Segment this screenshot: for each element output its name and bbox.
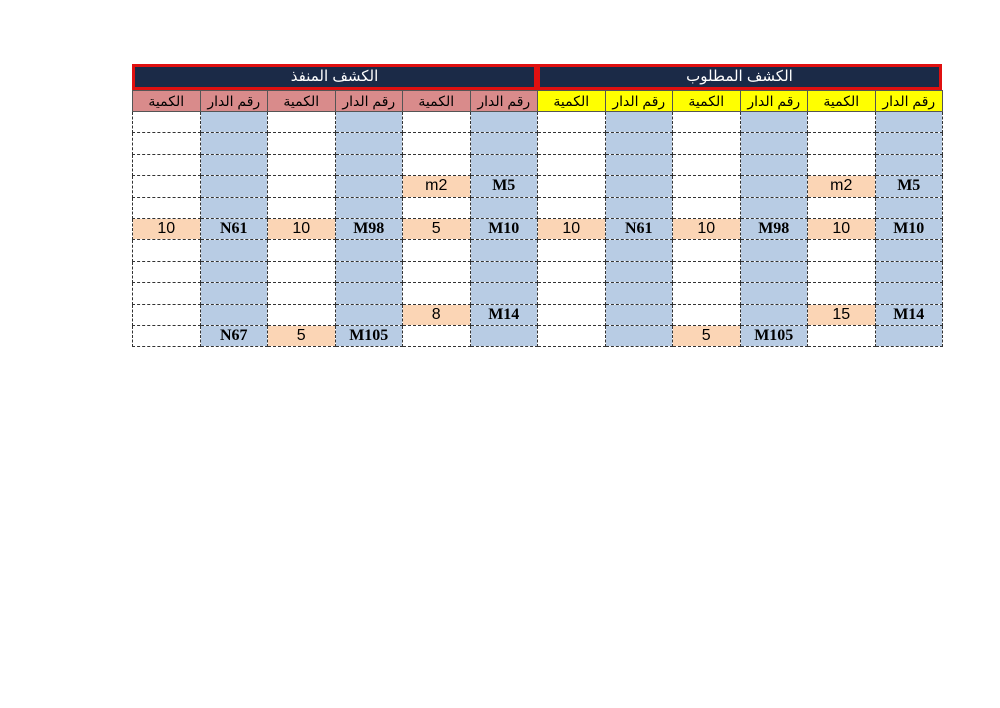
quantity-cell[interactable] [268,304,336,325]
quantity-cell[interactable]: 5 [268,325,336,346]
house-number-cell[interactable] [470,154,538,175]
quantity-cell[interactable] [673,176,741,197]
quantity-cell[interactable] [133,197,201,218]
house-number-cell[interactable] [200,197,268,218]
house-number-cell[interactable]: M5 [875,176,943,197]
quantity-cell[interactable] [268,283,336,304]
quantity-cell[interactable] [403,154,471,175]
house-number-cell[interactable] [740,261,808,282]
house-number-cell[interactable] [875,112,943,133]
house-number-cell[interactable] [335,154,403,175]
quantity-cell[interactable] [403,283,471,304]
quantity-cell[interactable]: m2 [403,176,471,197]
house-number-cell[interactable] [200,133,268,154]
quantity-cell[interactable]: 5 [673,325,741,346]
quantity-cell[interactable] [268,240,336,261]
house-number-cell[interactable] [200,304,268,325]
house-number-cell[interactable]: M10 [470,218,538,239]
house-number-cell[interactable] [470,112,538,133]
quantity-cell[interactable] [538,112,606,133]
quantity-cell[interactable]: m2 [808,176,876,197]
house-number-cell[interactable] [335,261,403,282]
quantity-cell[interactable]: 10 [538,218,606,239]
house-number-cell[interactable] [605,325,673,346]
quantity-cell[interactable]: 10 [133,218,201,239]
quantity-cell[interactable] [808,112,876,133]
header-row [133,91,943,112]
title-row [132,64,942,90]
table-row [133,261,943,282]
house-number-cell[interactable] [740,112,808,133]
quantity-cell[interactable] [808,133,876,154]
quantity-cell[interactable]: 8 [403,304,471,325]
house-number-cell[interactable] [335,112,403,133]
quantity-cell[interactable] [133,325,201,346]
house-number-cell[interactable] [605,197,673,218]
quantity-cell[interactable] [673,261,741,282]
house-number-cell[interactable] [740,133,808,154]
house-number-cell[interactable]: M98 [335,218,403,239]
quantity-cell[interactable] [268,133,336,154]
house-number-cell[interactable] [200,176,268,197]
house-number-cell[interactable] [200,261,268,282]
quantity-cell[interactable] [808,154,876,175]
house-number-cell[interactable] [605,240,673,261]
house-number-cell[interactable] [335,240,403,261]
house-number-cell[interactable] [875,240,943,261]
house-number-cell[interactable]: M14 [875,304,943,325]
quantity-cell[interactable]: 5 [403,218,471,239]
quantity-cell[interactable] [403,112,471,133]
house-number-cell[interactable] [605,112,673,133]
quantity-cell[interactable]: 10 [268,218,336,239]
house-number-cell[interactable] [200,112,268,133]
header-quantity: الكمية [673,91,741,112]
house-number-cell[interactable] [605,304,673,325]
quantity-cell[interactable] [403,240,471,261]
house-number-cell[interactable] [740,176,808,197]
house-number-cell[interactable] [740,304,808,325]
table-row [133,325,943,346]
header-quantity: الكمية [538,91,606,112]
quantity-cell[interactable] [808,240,876,261]
house-number-cell[interactable] [335,176,403,197]
quantity-cell[interactable] [133,283,201,304]
house-number-cell[interactable] [740,154,808,175]
table-row [133,218,943,239]
quantity-cell[interactable] [133,261,201,282]
table-row [133,176,943,197]
quantity-cell[interactable] [808,197,876,218]
quantity-cell[interactable] [673,133,741,154]
house-number-cell[interactable] [335,283,403,304]
quantity-cell[interactable] [808,325,876,346]
house-number-cell[interactable] [875,325,943,346]
house-number-cell[interactable]: M10 [875,218,943,239]
quantity-cell[interactable]: 10 [808,218,876,239]
quantity-cell[interactable] [673,304,741,325]
quantity-cell[interactable] [538,283,606,304]
house-number-cell[interactable] [740,283,808,304]
house-number-cell[interactable] [740,197,808,218]
quantity-cell[interactable] [403,325,471,346]
house-number-cell[interactable] [200,154,268,175]
header-house-number: رقم الدار [875,91,943,112]
header-house-number: رقم الدار [200,91,268,112]
quantity-cell[interactable] [268,261,336,282]
title-executed: الكشف المنفذ [132,64,537,90]
house-number-cell[interactable]: N67 [200,325,268,346]
quantity-cell[interactable] [538,261,606,282]
house-number-cell[interactable] [740,240,808,261]
quantity-cell[interactable] [538,154,606,175]
header-house-number: رقم الدار [470,91,538,112]
house-number-cell[interactable] [605,133,673,154]
house-number-cell[interactable] [605,261,673,282]
sheet [132,64,942,347]
house-number-cell[interactable] [875,283,943,304]
quantity-cell[interactable] [133,304,201,325]
house-number-cell[interactable] [605,283,673,304]
table-row [133,133,943,154]
house-number-cell[interactable] [470,240,538,261]
house-number-cell[interactable] [470,325,538,346]
house-number-cell[interactable] [470,261,538,282]
house-number-cell[interactable]: M5 [470,176,538,197]
quantity-cell[interactable] [673,154,741,175]
table-row [133,154,943,175]
quantity-cell[interactable] [538,176,606,197]
quantity-cell[interactable] [268,112,336,133]
table-row [133,197,943,218]
quantity-cell[interactable] [538,133,606,154]
header-house-number: رقم الدار [740,91,808,112]
table-row [133,304,943,325]
quantity-cell[interactable] [268,154,336,175]
house-number-cell[interactable] [200,240,268,261]
house-number-cell[interactable] [470,197,538,218]
house-number-cell[interactable]: M98 [740,218,808,239]
house-number-cell[interactable]: N61 [605,218,673,239]
house-number-cell[interactable] [875,154,943,175]
quantity-cell[interactable] [133,240,201,261]
house-number-cell[interactable] [335,304,403,325]
house-number-cell[interactable] [470,283,538,304]
header-quantity: الكمية [268,91,336,112]
table-row [133,112,943,133]
quantity-cell[interactable] [673,197,741,218]
quantity-cell[interactable] [538,304,606,325]
header-quantity: الكمية [808,91,876,112]
house-number-cell[interactable] [875,197,943,218]
title-required: الكشف المطلوب [537,64,942,90]
quantity-cell[interactable]: 10 [673,218,741,239]
house-number-cell[interactable]: M14 [470,304,538,325]
header-quantity: الكمية [133,91,201,112]
quantity-cell[interactable] [133,112,201,133]
house-number-cell[interactable] [875,261,943,282]
quantity-cell[interactable] [808,283,876,304]
house-number-cell[interactable] [470,133,538,154]
quantity-cell[interactable] [538,325,606,346]
house-number-cell[interactable] [605,154,673,175]
quantity-cell[interactable] [403,261,471,282]
quantity-cell[interactable] [673,112,741,133]
header-house-number: رقم الدار [335,91,403,112]
house-number-cell[interactable]: M105 [335,325,403,346]
quantity-cell[interactable] [403,133,471,154]
header-house-number: رقم الدار [605,91,673,112]
quantity-cell[interactable] [673,240,741,261]
house-number-cell[interactable] [335,197,403,218]
quantity-cell[interactable] [538,197,606,218]
quantity-cell[interactable]: 15 [808,304,876,325]
house-number-cell[interactable]: N61 [200,218,268,239]
quantity-cell[interactable] [538,240,606,261]
header-quantity: الكمية [403,91,471,112]
quantity-cell[interactable] [133,154,201,175]
house-number-cell[interactable]: M105 [740,325,808,346]
table-row [133,240,943,261]
house-number-cell[interactable] [200,283,268,304]
quantity-cell[interactable] [268,197,336,218]
house-number-cell[interactable] [335,133,403,154]
quantity-cell[interactable] [268,176,336,197]
quantity-cell[interactable] [133,176,201,197]
house-number-cell[interactable] [605,176,673,197]
quantity-cell[interactable] [133,133,201,154]
quantity-cell[interactable] [808,261,876,282]
table-row [133,283,943,304]
house-number-cell[interactable] [875,133,943,154]
quantity-cell[interactable] [673,283,741,304]
inventory-table [132,90,943,347]
quantity-cell[interactable] [403,197,471,218]
